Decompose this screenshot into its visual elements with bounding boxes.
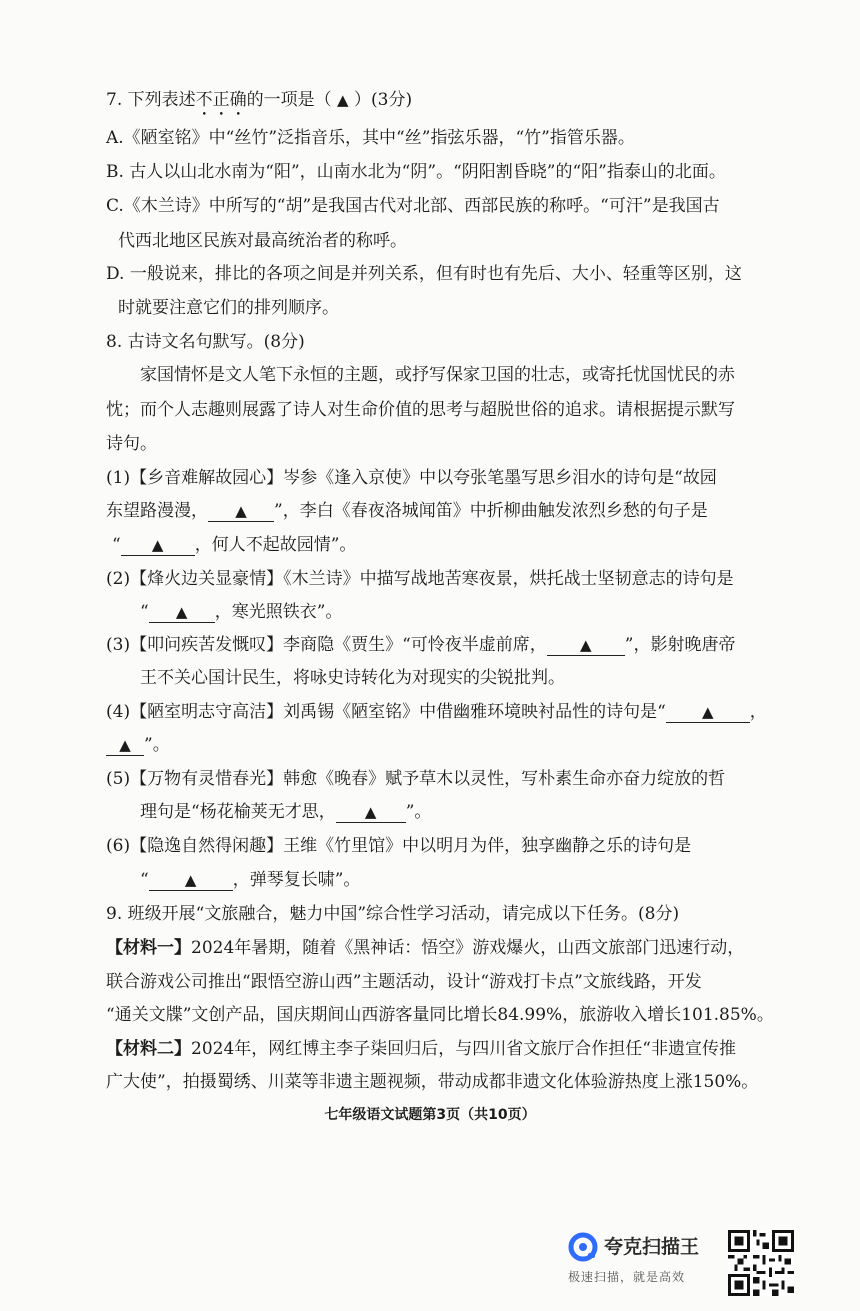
- answer-blank[interactable]: [666, 702, 750, 723]
- q8-intro-line2: 忱；而个人志趣则展露了诗人对生命价值的思考与超脱世俗的追求。请根据提示默写: [106, 400, 735, 420]
- q8-item1-line3: “ ▲ ，何人不起故园情”。: [112, 535, 357, 555]
- q8-intro-line1: 家国情怀是文人笔下永恒的主题，或抒写保家卫国的壮志，或寄托忧国忧民的赤: [140, 365, 735, 385]
- q8-item6-line1: (6)【隐逸自然得闲趣】王维《竹里馆》中以明月为伴，独享幽静之乐的诗句是: [106, 836, 692, 856]
- answer-triangle: ▲: [580, 636, 592, 654]
- answer-blank[interactable]: [547, 635, 625, 656]
- answer-triangle: ▲: [364, 803, 377, 821]
- q7-option-d-line2: 时就要注意它们的排列顺序。: [118, 298, 339, 318]
- page-footer: 七年级语文试题第3页（共10页）: [324, 1107, 536, 1123]
- q9-title: 9. 班级开展“文旅融合，魅力中国”综合性学习活动，请完成以下任务。(8分): [106, 904, 680, 924]
- scanner-brand-name: 夸克扫描王: [604, 1236, 700, 1258]
- answer-triangle: ▲: [175, 603, 188, 621]
- answer-blank[interactable]: [208, 501, 274, 522]
- q8-item4-line2: ▲ ”。: [106, 733, 170, 757]
- answer-triangle: ▲: [184, 871, 197, 889]
- q9-material1-line3: “通关文牒”文创产品，国庆期间山西游客量同比增长84.99%，旅游收入增长101.85%。: [106, 1005, 774, 1025]
- material1-label: 【材料一】: [106, 938, 191, 958]
- answer-blank[interactable]: [121, 535, 195, 556]
- q8-item3-line1: (3)【叩问疾苦发慨叹】李商隐《贾生》“可怜夜半虚前席， ▲ ”，影射晚唐帝: [106, 635, 736, 655]
- q9-material1-line1: 【材料一】2024年暑期，随着《黑神话：悟空》游戏爆火，山西文旅部门迅速行动，: [106, 938, 745, 958]
- q8-item5-line1: (5)【万物有灵惜春光】韩愈《晚春》赋予草木以灵性，写朴素生命亦奋力绽放的哲: [106, 769, 726, 789]
- q9-material2-line1: 【材料二】2024年，网红博主李子柒回归后，与四川省文旅厅合作担任“非遗宣传推: [106, 1039, 736, 1059]
- q7-option-b: B. 古人以山北水南为“阳”，山南水北为“阴”。“阴阳割昏晓”的“阳”指泰山的北面。: [106, 162, 726, 182]
- q7-stem: 7. 下列表述不正确的一项是（ ▲ ）(3分): [106, 90, 413, 110]
- q8-intro-line3: 诗句。: [106, 434, 157, 454]
- answer-blank[interactable]: [149, 602, 215, 623]
- material2-label: 【材料二】: [106, 1039, 191, 1059]
- q9-material2-line2: 广大使”，拍摄蜀绣、川菜等非遗主题视频，带动成都非遗文化体验游热度上涨150%。: [106, 1072, 759, 1092]
- q7-option-d-line1: D. 一般说来，排比的各项之间是并列关系，但有时也有先后、大小、轻重等区别，这: [106, 264, 742, 284]
- answer-triangle: ▲: [702, 703, 714, 721]
- answer-triangle: ▲: [119, 736, 131, 754]
- answer-blank[interactable]: [336, 802, 406, 823]
- q8-item2-line2: “ ▲ ，寒光照铁衣”。: [140, 602, 343, 622]
- answer-triangle: ▲: [235, 502, 247, 520]
- q7-option-c-line2: 代西北地区民族对最高统治者的称呼。: [118, 231, 407, 251]
- q8-title: 8. 古诗文名句默写。(8分): [106, 332, 305, 352]
- answer-blank[interactable]: [106, 735, 144, 756]
- scanner-tagline: 极速扫描，就是高效: [568, 1270, 686, 1284]
- qr-code-icon: [728, 1230, 794, 1296]
- quark-logo-icon: [568, 1232, 598, 1262]
- q8-item2-line1: (2)【烽火边关显豪情】《木兰诗》中描写战地苦寒夜景，烘托战士坚韧意志的诗句是: [106, 569, 734, 589]
- q8-item1-line1: (1)【乡音难解故园心】岑参《逢入京使》中以夸张笔墨写思乡泪水的诗句是“故园: [106, 468, 717, 488]
- q8-item6-line2: “ ▲ ，弹琴复长啸”。: [140, 870, 361, 890]
- q9-material1-line2: 联合游戏公司推出“跟悟空游山西”主题活动，设计“游戏打卡点”文旅线路，开发: [106, 972, 702, 992]
- q8-item1-line2: 东望路漫漫， ▲ ”，李白《春夜洛城闻笛》中折柳曲触发浓烈乡愁的句子是: [106, 501, 708, 521]
- q7-option-c-line1: C.《木兰诗》中所写的“胡”是我国古代对北部、西部民族的称呼。“可汗”是我国古: [106, 196, 720, 216]
- answer-triangle: ▲: [151, 536, 164, 554]
- q8-item3-line2: 王不关心国计民生，将咏史诗转化为对现实的尖锐批判。: [140, 668, 565, 688]
- q8-item5-line2: 理句是“杨花榆荚无才思， ▲ ”。: [140, 802, 432, 822]
- q8-item4-line1: (4)【陋室明志守高洁】刘禹锡《陋室铭》中借幽雅环境映衬品性的诗句是“ ▲ ，: [106, 702, 767, 722]
- answer-triangle: ▲: [337, 91, 349, 109]
- q7-option-a: A.《陋室铭》中“丝竹”泛指音乐，其中“丝”指弦乐器，“竹”指管乐器。: [106, 128, 635, 148]
- answer-blank[interactable]: [149, 870, 233, 891]
